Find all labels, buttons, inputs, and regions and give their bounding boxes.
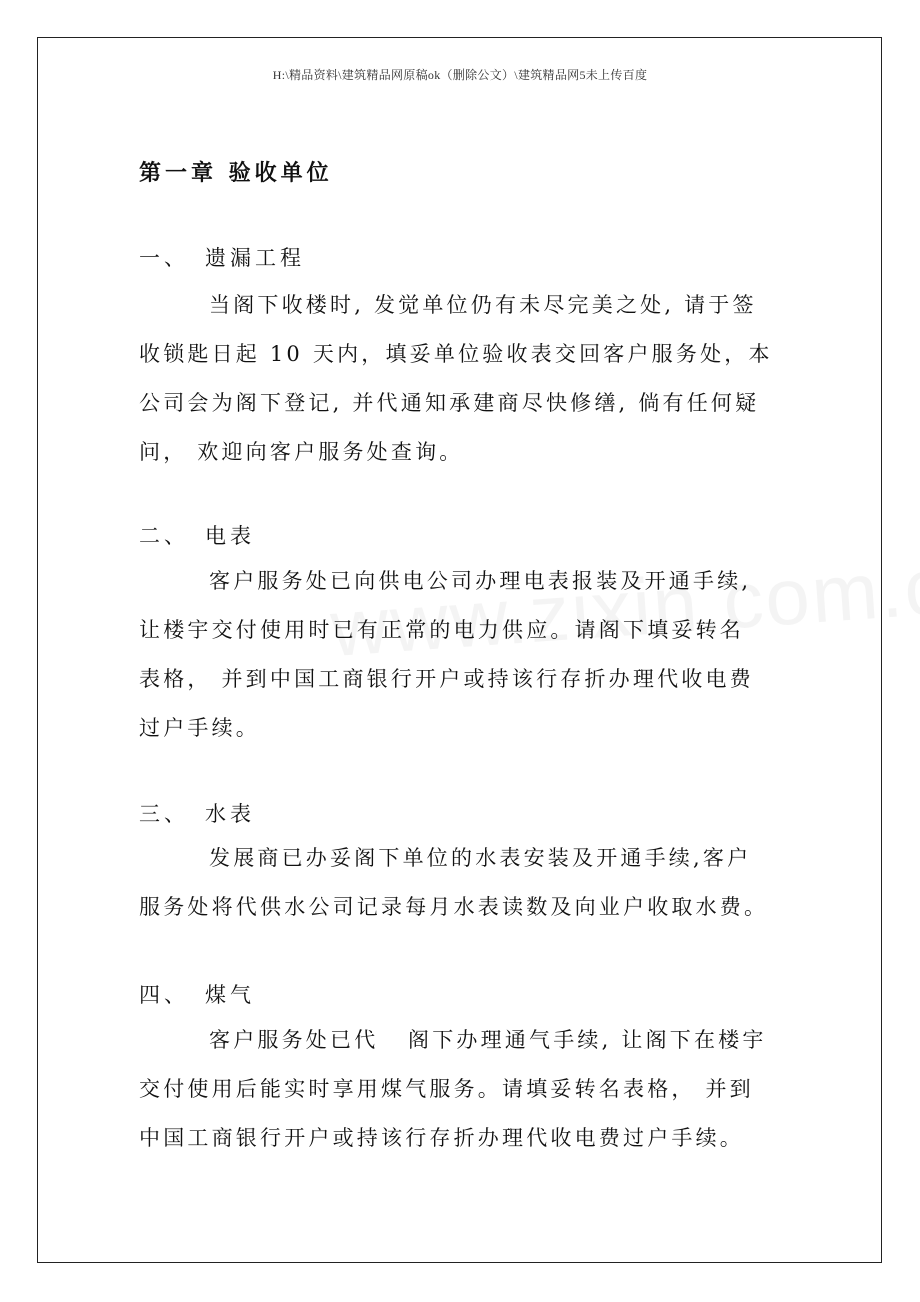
paragraph-line: 收锁匙日起 10 天内，填妥单位验收表交回客户服务处，本: [139, 342, 773, 366]
section-heading-4: [139, 979, 255, 1009]
section-body-4: [139, 1016, 789, 1163]
chapter-title: 第一章 验收单位: [139, 161, 333, 186]
file-path-header: H:\精品资料\建筑精品网原稿ok（删除公文）\建筑精品网5未上传百度: [272, 68, 648, 82]
section-body-1: [139, 281, 789, 477]
paragraph-line: 客户服务处已代 阁下办理通气手续, 让阁下在楼宇: [209, 1028, 767, 1052]
paragraph-line: 客户服务处已向供电公司办理电表报装及开通手续,: [209, 569, 752, 593]
paragraph-line: 问， 欢迎向客户服务处查询。: [139, 440, 464, 464]
paragraph-line: 表格， 并到中国工商银行开户或持该行存折办理代收电费: [139, 667, 754, 691]
section-number: 二、: [139, 524, 189, 548]
section-title: 电表: [205, 524, 255, 548]
section-body-2: [139, 557, 789, 753]
paragraph-line: 中国工商银行开户或持该行存折办理代收电费过户手续。: [139, 1126, 744, 1150]
paragraph-line: 让楼宇交付使用时已有正常的电力供应。请阁下填妥转名: [139, 618, 744, 642]
paragraph-line: 服务处将代供水公司记录每月水表读数及向业户收取水费。: [139, 895, 769, 919]
paragraph-line: 发展商已办妥阁下单位的水表安装及开通手续,客户: [209, 846, 752, 870]
section-heading-1: [139, 242, 305, 272]
paragraph-line: 公司会为阁下登记, 并代通知承建商尽快修缮, 倘有任何疑: [139, 391, 760, 415]
paragraph-line: 交付使用后能实时享用煤气服务。请填妥转名表格， 并到: [139, 1077, 754, 1101]
section-number: 三、: [139, 802, 189, 826]
section-number: 四、: [139, 983, 189, 1007]
section-title: 水表: [205, 802, 255, 826]
section-title: 遗漏工程: [205, 246, 305, 270]
paragraph-line: 当阁下收楼时, 发觉单位仍有未尽完美之处, 请于签: [209, 293, 757, 317]
section-heading-3: [139, 798, 255, 828]
section-body-3: [139, 834, 789, 932]
section-heading-2: [139, 520, 255, 550]
paragraph-line: 过户手续。: [139, 716, 260, 740]
section-title: 煤气: [205, 983, 255, 1007]
section-number: 一、: [139, 246, 189, 270]
